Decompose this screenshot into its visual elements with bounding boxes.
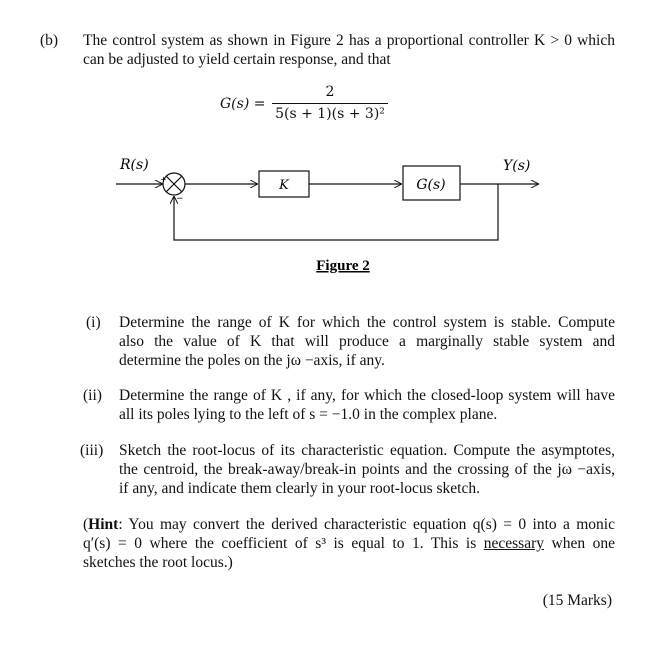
question-2-line-1: Determine the range of K , if any, for which the closed-loop system will have	[119, 387, 615, 404]
hint-underlined-word: necessary	[483, 535, 545, 552]
controller-label: K	[279, 178, 289, 193]
hint-line-1-text: : You may convert the derived characteristic equation q(s) = 0 into a monic	[118, 516, 615, 533]
part-label: (b)	[40, 32, 59, 49]
hint-label: Hint	[88, 516, 119, 533]
intro-line-2: can be adjusted to yield certain response, and that	[83, 51, 391, 68]
hint-line-2-text: q′(s) = 0 where the coefficient of s³ is equal to 1. This is	[83, 535, 477, 552]
question-3-line-1: Sketch the root-locus of its characteristic equation. Compute the asymptotes,	[119, 442, 615, 459]
equation-lhs: G(s) =	[220, 96, 266, 112]
hint-line-2	[83, 534, 615, 553]
question-1-line-2: also the value of K that will produce a marginally stable system and	[119, 333, 615, 350]
question-3-line-2: the centroid, the break-away/break-in points and the crossing of the jω −axis,	[119, 461, 615, 478]
plus-sign: +	[160, 175, 167, 184]
hint-line-3: sketches the root locus.)	[83, 554, 233, 571]
output-label: Y(s)	[503, 158, 531, 174]
question-1-number: (i)	[86, 314, 101, 331]
input-label: R(s)	[120, 157, 149, 173]
equation-denominator: 5(s + 1)(s + 3)²	[275, 106, 385, 122]
hint-line-1	[83, 515, 615, 534]
hint-line-2-end: when one	[551, 535, 615, 552]
block-diagram	[0, 0, 660, 290]
question-1-line-1: Determine the range of K for which the control system is stable. Compute	[119, 314, 615, 331]
question-2-line-2: all its poles lying to the left of s = −1.0 in the complex plane.	[119, 406, 498, 423]
question-3-line-3: if any, and indicate them clearly in your root-locus sketch.	[119, 480, 480, 497]
marks-label: (15 Marks)	[542, 592, 612, 609]
question-3-number: (iii)	[80, 442, 104, 459]
equation-numerator: 2	[325, 84, 335, 100]
intro-line-1: The control system as shown in Figure 2 has a proportional controller K > 0 which	[83, 32, 615, 49]
question-2-number: (ii)	[83, 387, 102, 404]
minus-sign: −	[176, 194, 184, 204]
figure-caption: Figure 2	[316, 258, 370, 274]
plant-label: G(s)	[416, 177, 446, 193]
question-1-line-3: determine the poles on the jω −axis, if any.	[119, 352, 385, 369]
hint-open-paren: (	[83, 516, 89, 533]
